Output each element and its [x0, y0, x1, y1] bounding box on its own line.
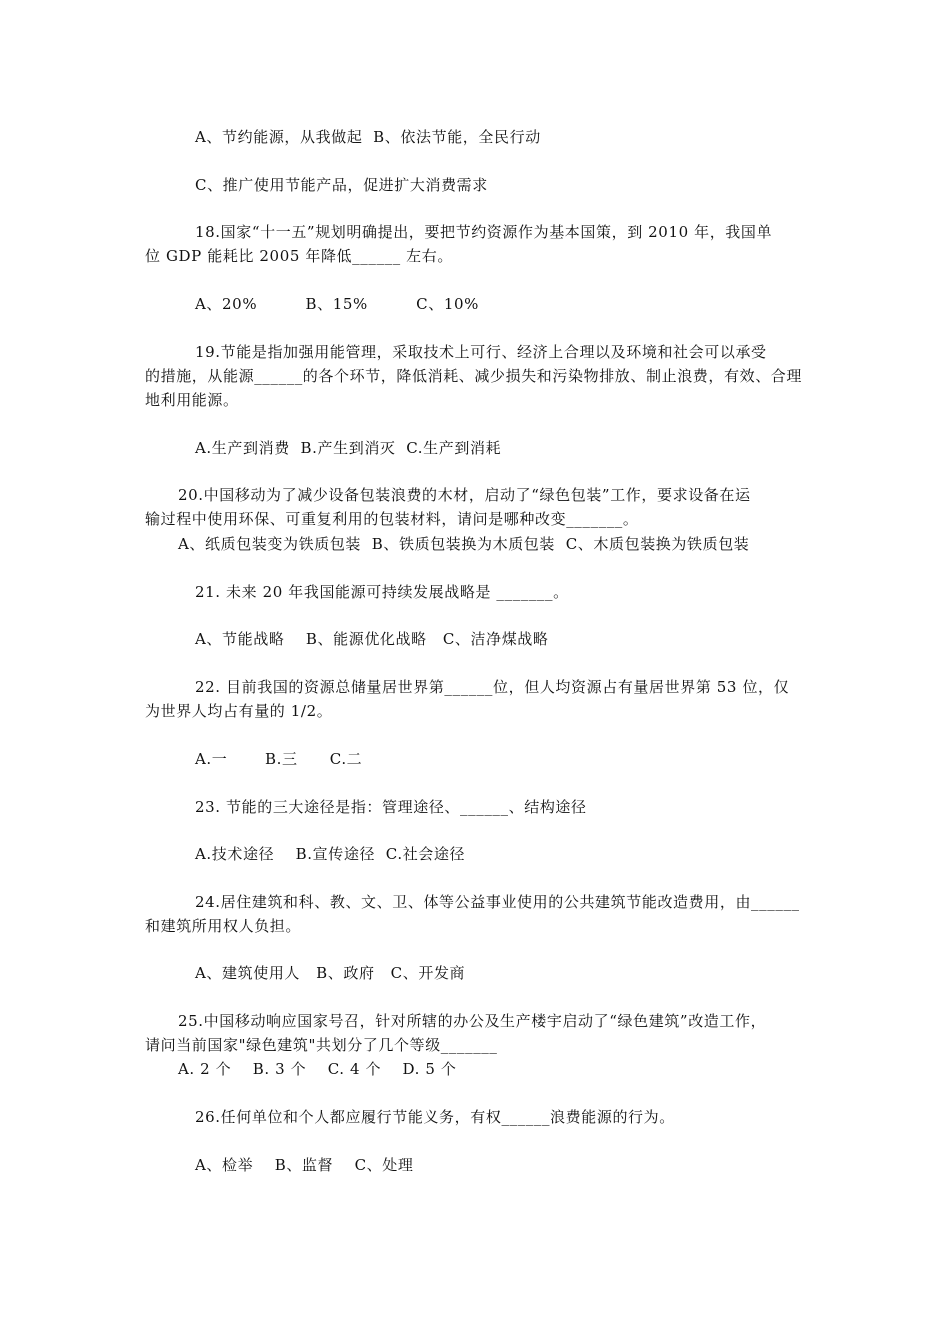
q20-line-1: 20.中国移动为了减少设备包装浪费的木材，启动了“绿色包装”工作，要求设备在运 — [178, 486, 751, 504]
q22-line-1: 22. 目前我国的资源总储量居世界第______位，但人均资源占有量居世界第 53 位，仅 — [195, 678, 790, 696]
q20-options: A、纸质包装变为铁质包装 B、铁质包装换为木质包装 C、木质包装换为铁质包装 — [178, 535, 750, 553]
q18-line-2: 位 GDP 能耗比 2005 年降低______ 左右。 — [145, 247, 453, 265]
q26-options: A、检举 B、监督 C、处理 — [195, 1156, 414, 1174]
q19-line-1: 19.节能是指加强用能管理，采取技术上可行、经济上合理以及环境和社会可以承受 — [195, 343, 767, 361]
q24-options: A、建筑使用人 B、政府 C、开发商 — [195, 964, 466, 982]
q19-line-3: 地利用能源。 — [145, 391, 239, 409]
q23-options: A.技术途径 B.宣传途径 C.社会途径 — [195, 845, 466, 863]
q21-line-1: 21. 未来 20 年我国能源可持续发展战略是 _______。 — [195, 583, 569, 601]
q19-line-2: 的措施，从能源______的各个环节，降低消耗、减少损失和污染物排放、制止浪费，有效、合理 — [145, 367, 803, 385]
q19-options: A.生产到消费 B.产生到消灭 C.生产到消耗 — [195, 439, 502, 457]
q25-options: A. 2 个 B. 3 个 C. 4 个 D. 5 个 — [178, 1060, 457, 1078]
q22-options: A.一 B.三 C.二 — [195, 750, 363, 768]
q24-line-1: 24.居住建筑和科、教、文、卫、体等公益事业使用的公共建筑节能改造费用，由______ — [195, 893, 800, 911]
q21-options: A、节能战略 B、能源优化战略 C、洁净煤战略 — [195, 630, 549, 648]
q17-options-ab: A、节约能源，从我做起 B、依法节能，全民行动 — [195, 128, 541, 146]
q18-line-1: 18.国家“十一五”规划明确提出，要把节约资源作为基本国策，到 2010 年，我国单 — [195, 223, 773, 241]
q18-options: A、20% B、15% C、10% — [195, 295, 479, 313]
q24-line-2: 和建筑所用权人负担。 — [145, 917, 302, 935]
q25-line-1: 25.中国移动响应国家号召，针对所辖的办公及生产楼宇启动了“绿色建筑”改造工作， — [178, 1012, 767, 1030]
q26-line-1: 26.任何单位和个人都应履行节能义务，有权______浪费能源的行为。 — [195, 1108, 675, 1126]
q23-line-1: 23. 节能的三大途径是指：管理途径、______、结构途径 — [195, 798, 587, 816]
q22-line-2: 为世界人均占有量的 1/2。 — [145, 702, 333, 720]
q25-line-2: 请问当前国家"绿色建筑"共划分了几个等级_______ — [145, 1036, 498, 1054]
q20-line-2: 输过程中使用环保、可重复利用的包装材料，请问是哪种改变_______。 — [145, 510, 639, 528]
q17-option-c: C、推广使用节能产品，促进扩大消费需求 — [195, 176, 488, 194]
